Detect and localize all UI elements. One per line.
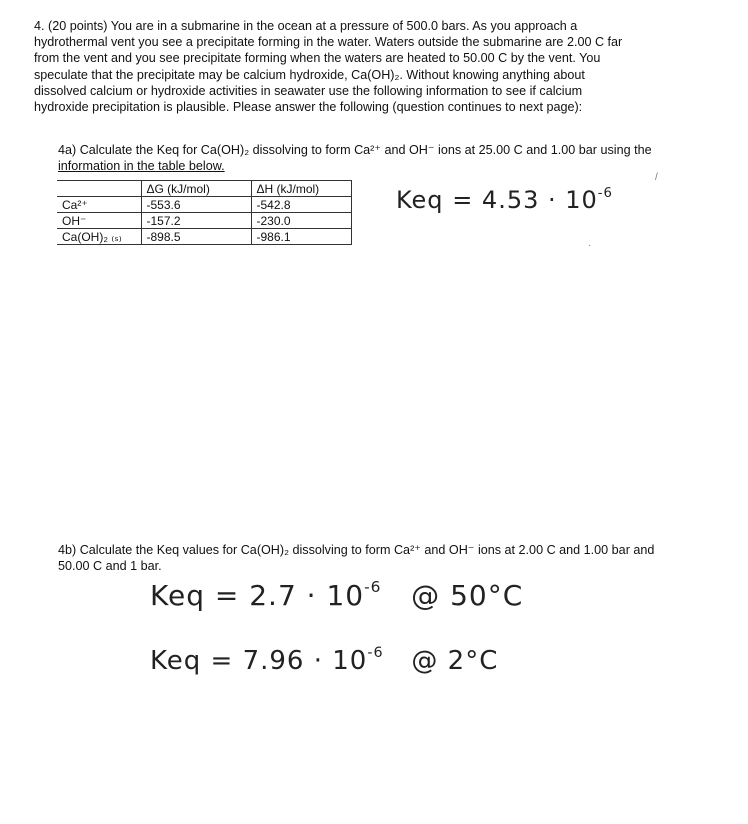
pen-mark: · <box>588 240 592 251</box>
table-row <box>57 213 351 229</box>
keq-label: Keq <box>150 579 205 613</box>
handwritten-answer-b2 <box>150 645 498 676</box>
keq-condition: @ 50°C <box>411 579 524 613</box>
thermo-table <box>57 180 352 245</box>
question-line: speculate that the precipitate may be calcium hydroxide, Ca(OH)₂. Without knowing anything about <box>34 67 585 82</box>
table-cell: -553.6 <box>141 197 251 213</box>
keq-exponent: -6 <box>367 645 384 661</box>
table-cell: -986.1 <box>251 229 351 245</box>
table-cell: -157.2 <box>141 213 251 229</box>
keq-exponent: -6 <box>364 578 382 596</box>
part-b-prompt <box>58 542 718 574</box>
part-a-line: information in the table below. <box>58 159 225 174</box>
part-b-line: 50.00 C and 1 bar. <box>58 559 162 574</box>
table-row <box>57 197 351 213</box>
keq-value: = 7.96 · 10 <box>210 646 368 677</box>
table-header-cell: ΔG (kJ/mol) <box>141 181 251 197</box>
keq-label: Keq <box>396 186 444 215</box>
keq-value: = 2.7 · 10 <box>214 579 365 613</box>
part-b-line: 4b) Calculate the Keq values for Ca(OH)₂ dissolving to form Ca²⁺ and OH⁻ ions at 2.00 C and 1.00 bar and <box>58 543 655 557</box>
question-line: from the vent and you see precipitate forming when the waters are heated to 50.00 C by the vent. You <box>34 51 601 66</box>
table-header-row <box>57 181 351 197</box>
table-cell: -542.8 <box>251 197 351 213</box>
part-a-prompt <box>58 142 718 174</box>
table-row <box>57 229 351 245</box>
question-line: hydroxide precipitation is plausible. Please answer the following (question continues to next page): <box>34 100 583 115</box>
handwritten-answer-a <box>396 186 613 214</box>
table-cell: -898.5 <box>141 229 251 245</box>
handwritten-answer-b1 <box>150 578 523 612</box>
question-line: dissolved calcium or hydroxide activities in seawater use the following information to see if calcium <box>34 83 583 98</box>
table-cell: OH⁻ <box>57 213 141 229</box>
question-intro <box>34 18 724 115</box>
table-cell: Ca(OH)₂ ₍ₛ₎ <box>57 229 141 245</box>
pen-mark: / <box>655 172 658 183</box>
keq-condition: @ 2°C <box>411 646 499 677</box>
keq-label: Keq <box>150 646 202 677</box>
table-cell: -230.0 <box>251 213 351 229</box>
keq-exponent: -6 <box>597 186 613 201</box>
keq-value: = 4.53 · 10 <box>452 186 598 215</box>
table-header-cell: ΔH (kJ/mol) <box>251 181 351 197</box>
table-header-cell <box>57 181 141 197</box>
question-line: 4. (20 points) You are in a submarine in the ocean at a pressure of 500.0 bars. As you approach a <box>34 19 578 33</box>
question-line: hydrothermal vent you see a precipitate forming in the water. Waters outside the submarine are 2.00 C far <box>34 35 623 50</box>
table-cell: Ca²⁺ <box>57 197 141 213</box>
part-a-line: 4a) Calculate the Keq for Ca(OH)₂ dissolving to form Ca²⁺ and OH⁻ ions at 25.00 C and 1.00 bar using the <box>58 143 652 157</box>
